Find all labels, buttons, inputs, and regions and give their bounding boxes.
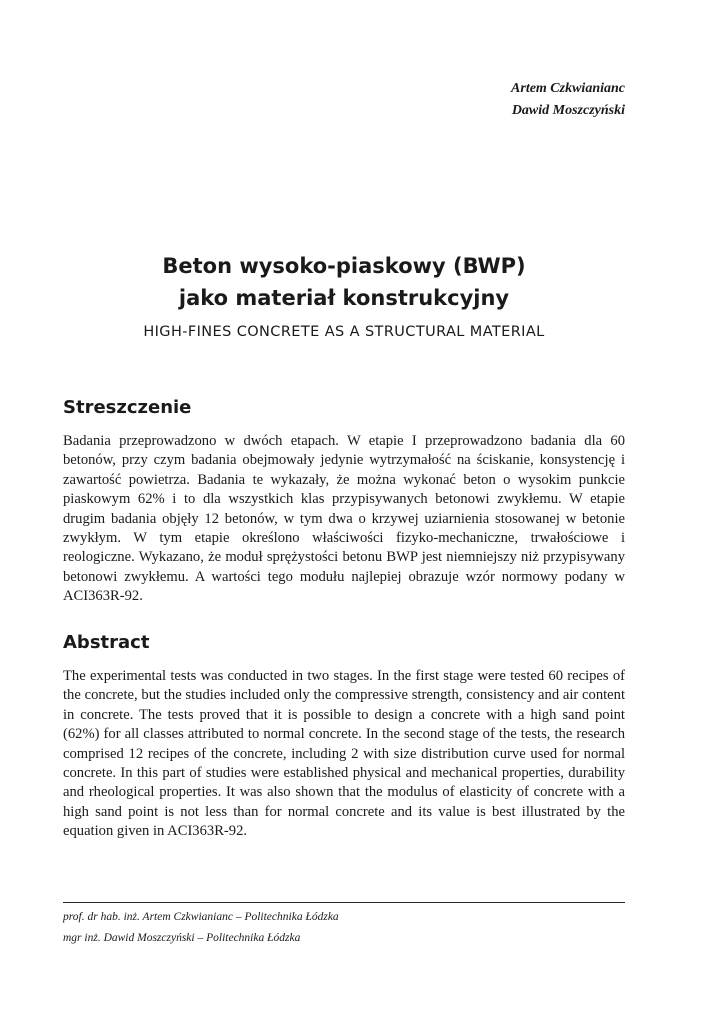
streszczenie-paragraph: Badania przeprowadzono w dwóch etapach. W etapie I przeprowadzono badania dla 60 betonów, przy czym badania obejmowały jedynie wytrzymałość na ściskanie, konsystencję i zawartość powietrza. Badania te wykazały, że można wykonać beton o wysokim punkcie piaskowym 62% i to dla wszystkich klas przypisywanych betonowi zwykłemu. W etapie drugim badania objęły 12 betonów, w tym dwa o krzywej uziarnienia stosowanej w betonie zwykłym. W tym etapie określono właściwości fizyko-mechaniczne, trwałościowe i reologiczne. Wykazano, że moduł sprężystości betonu BWP jest niemniejszy niż przypisywany betonowi zwykłemu. A wartości tego modułu najlepiej obrazuje wzór normowy podany w ACI363R-92. xyxy=(63,433,625,605)
author-name: Dawid Moszczyński xyxy=(511,103,625,118)
footnote-affiliation: prof. dr hab. inż. Artem Czkwianianc – Politechnika Łódzka xyxy=(63,911,339,923)
footnote-divider xyxy=(63,902,625,903)
abstract-heading: Abstract xyxy=(63,632,150,653)
footnote-affiliation: mgr inż. Dawid Moszczyński – Politechnika Łódzka xyxy=(63,932,301,944)
footnotes xyxy=(63,907,339,949)
paper-title-line: jako materiał konstrukcyjny xyxy=(178,286,510,310)
paper-title xyxy=(63,250,625,314)
english-title: HIGH-FINES CONCRETE AS A STRUCTURAL MATERIAL xyxy=(143,324,545,340)
author-list xyxy=(511,78,625,122)
author-name: Artem Czkwianianc xyxy=(511,81,625,96)
abstract-paragraph: The experimental tests was conducted in two stages. In the first stage were tested 60 recipes of the concrete, but the studies included only the compressive strength, consistency and air content in concrete. The tests proved that it is possible to design a concrete with a high sand point (62%) for all classes attributed to normal concrete. In the second stage of the tests, the research comprised 12 recipes of the concrete, including 2 with size distribution curve used for normal concrete. In this part of studies were established physical and mechanical properties, durability and rheological properties. It was also shown that the modulus of elasticity of concrete with a high sand point is not less than for normal concrete and its value is best illustrated by the equation given in ACI363R-92. xyxy=(63,668,625,840)
paper-title-line: Beton wysoko-piaskowy (BWP) xyxy=(162,254,526,278)
streszczenie-heading: Streszczenie xyxy=(63,397,192,418)
